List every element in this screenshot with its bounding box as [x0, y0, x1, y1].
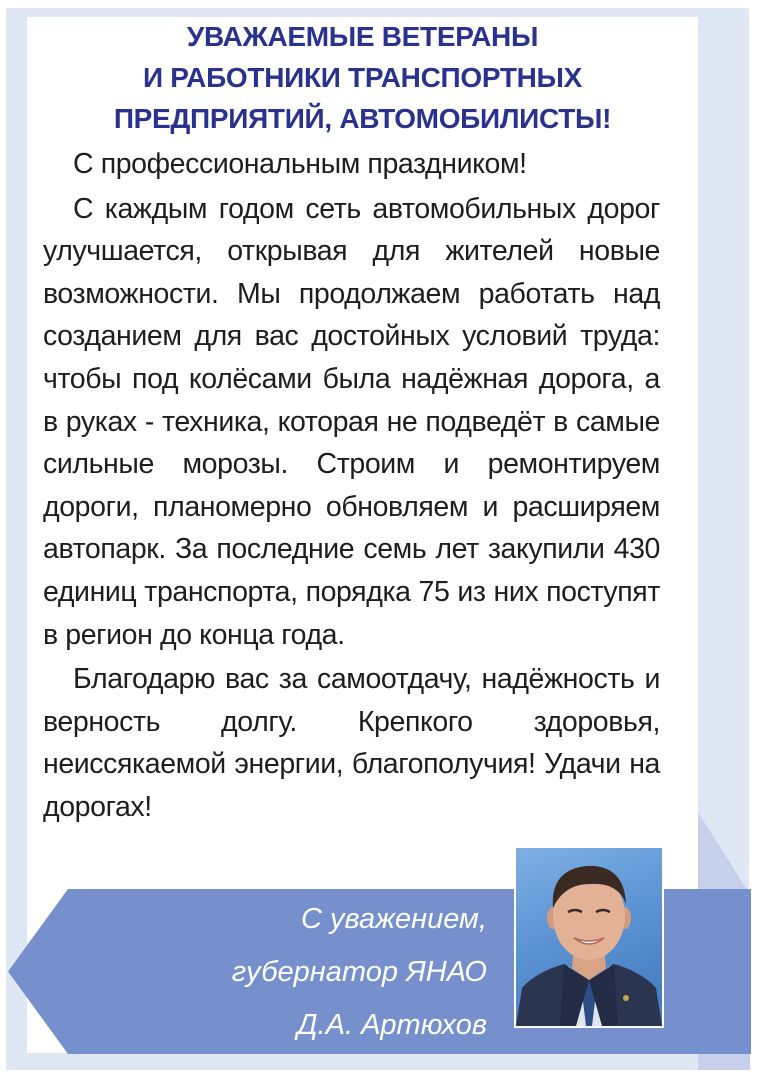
body-paragraph-3: Благодарю вас за самоотдачу, надёжность и верность долгу. Крепкого здоровья, неиссякаемой энергии, благополучия! Удачи на дорогах! — [43, 663, 660, 823]
greeting-heading — [27, 16, 698, 139]
heading-line-2: И РАБОТНИКИ ТРАНСПОРТНЫХ — [142, 62, 583, 93]
heading-line-3: ПРЕДПРИЯТИЙ, АВТОМОБИЛИСТЫ! — [113, 103, 612, 134]
greeting-body — [43, 143, 660, 831]
heading-line-1: УВАЖАЕМЫЕ ВЕТЕРАНЫ — [186, 21, 539, 52]
portrait-illustration — [516, 848, 662, 1026]
signature-regards: С уважением, — [300, 903, 487, 935]
body-paragraph-1: С профессиональным праздником! — [73, 148, 527, 180]
body-paragraph-2: С каждым годом сеть автомобильных дорог улучшается, открывая для жителей новые возможности. Мы продолжаем работать над созданием для вас достойных условий труда: чтобы под колёсами была надёжная дорога, а в руках - техника, которая не подведёт в самые сильные морозы. Строим и ремонтируем дороги, планомерно обновляем и расширяем автопарк. За последние семь лет закупили 430 единиц транспорта, порядка 75 из них поступят в регион до конца года. — [43, 192, 660, 651]
signature-block — [232, 893, 487, 1052]
signature-position: губернатор ЯНАО — [231, 956, 487, 988]
signature-name: Д.А. Артюхов — [297, 1009, 487, 1041]
governor-portrait — [514, 846, 664, 1028]
